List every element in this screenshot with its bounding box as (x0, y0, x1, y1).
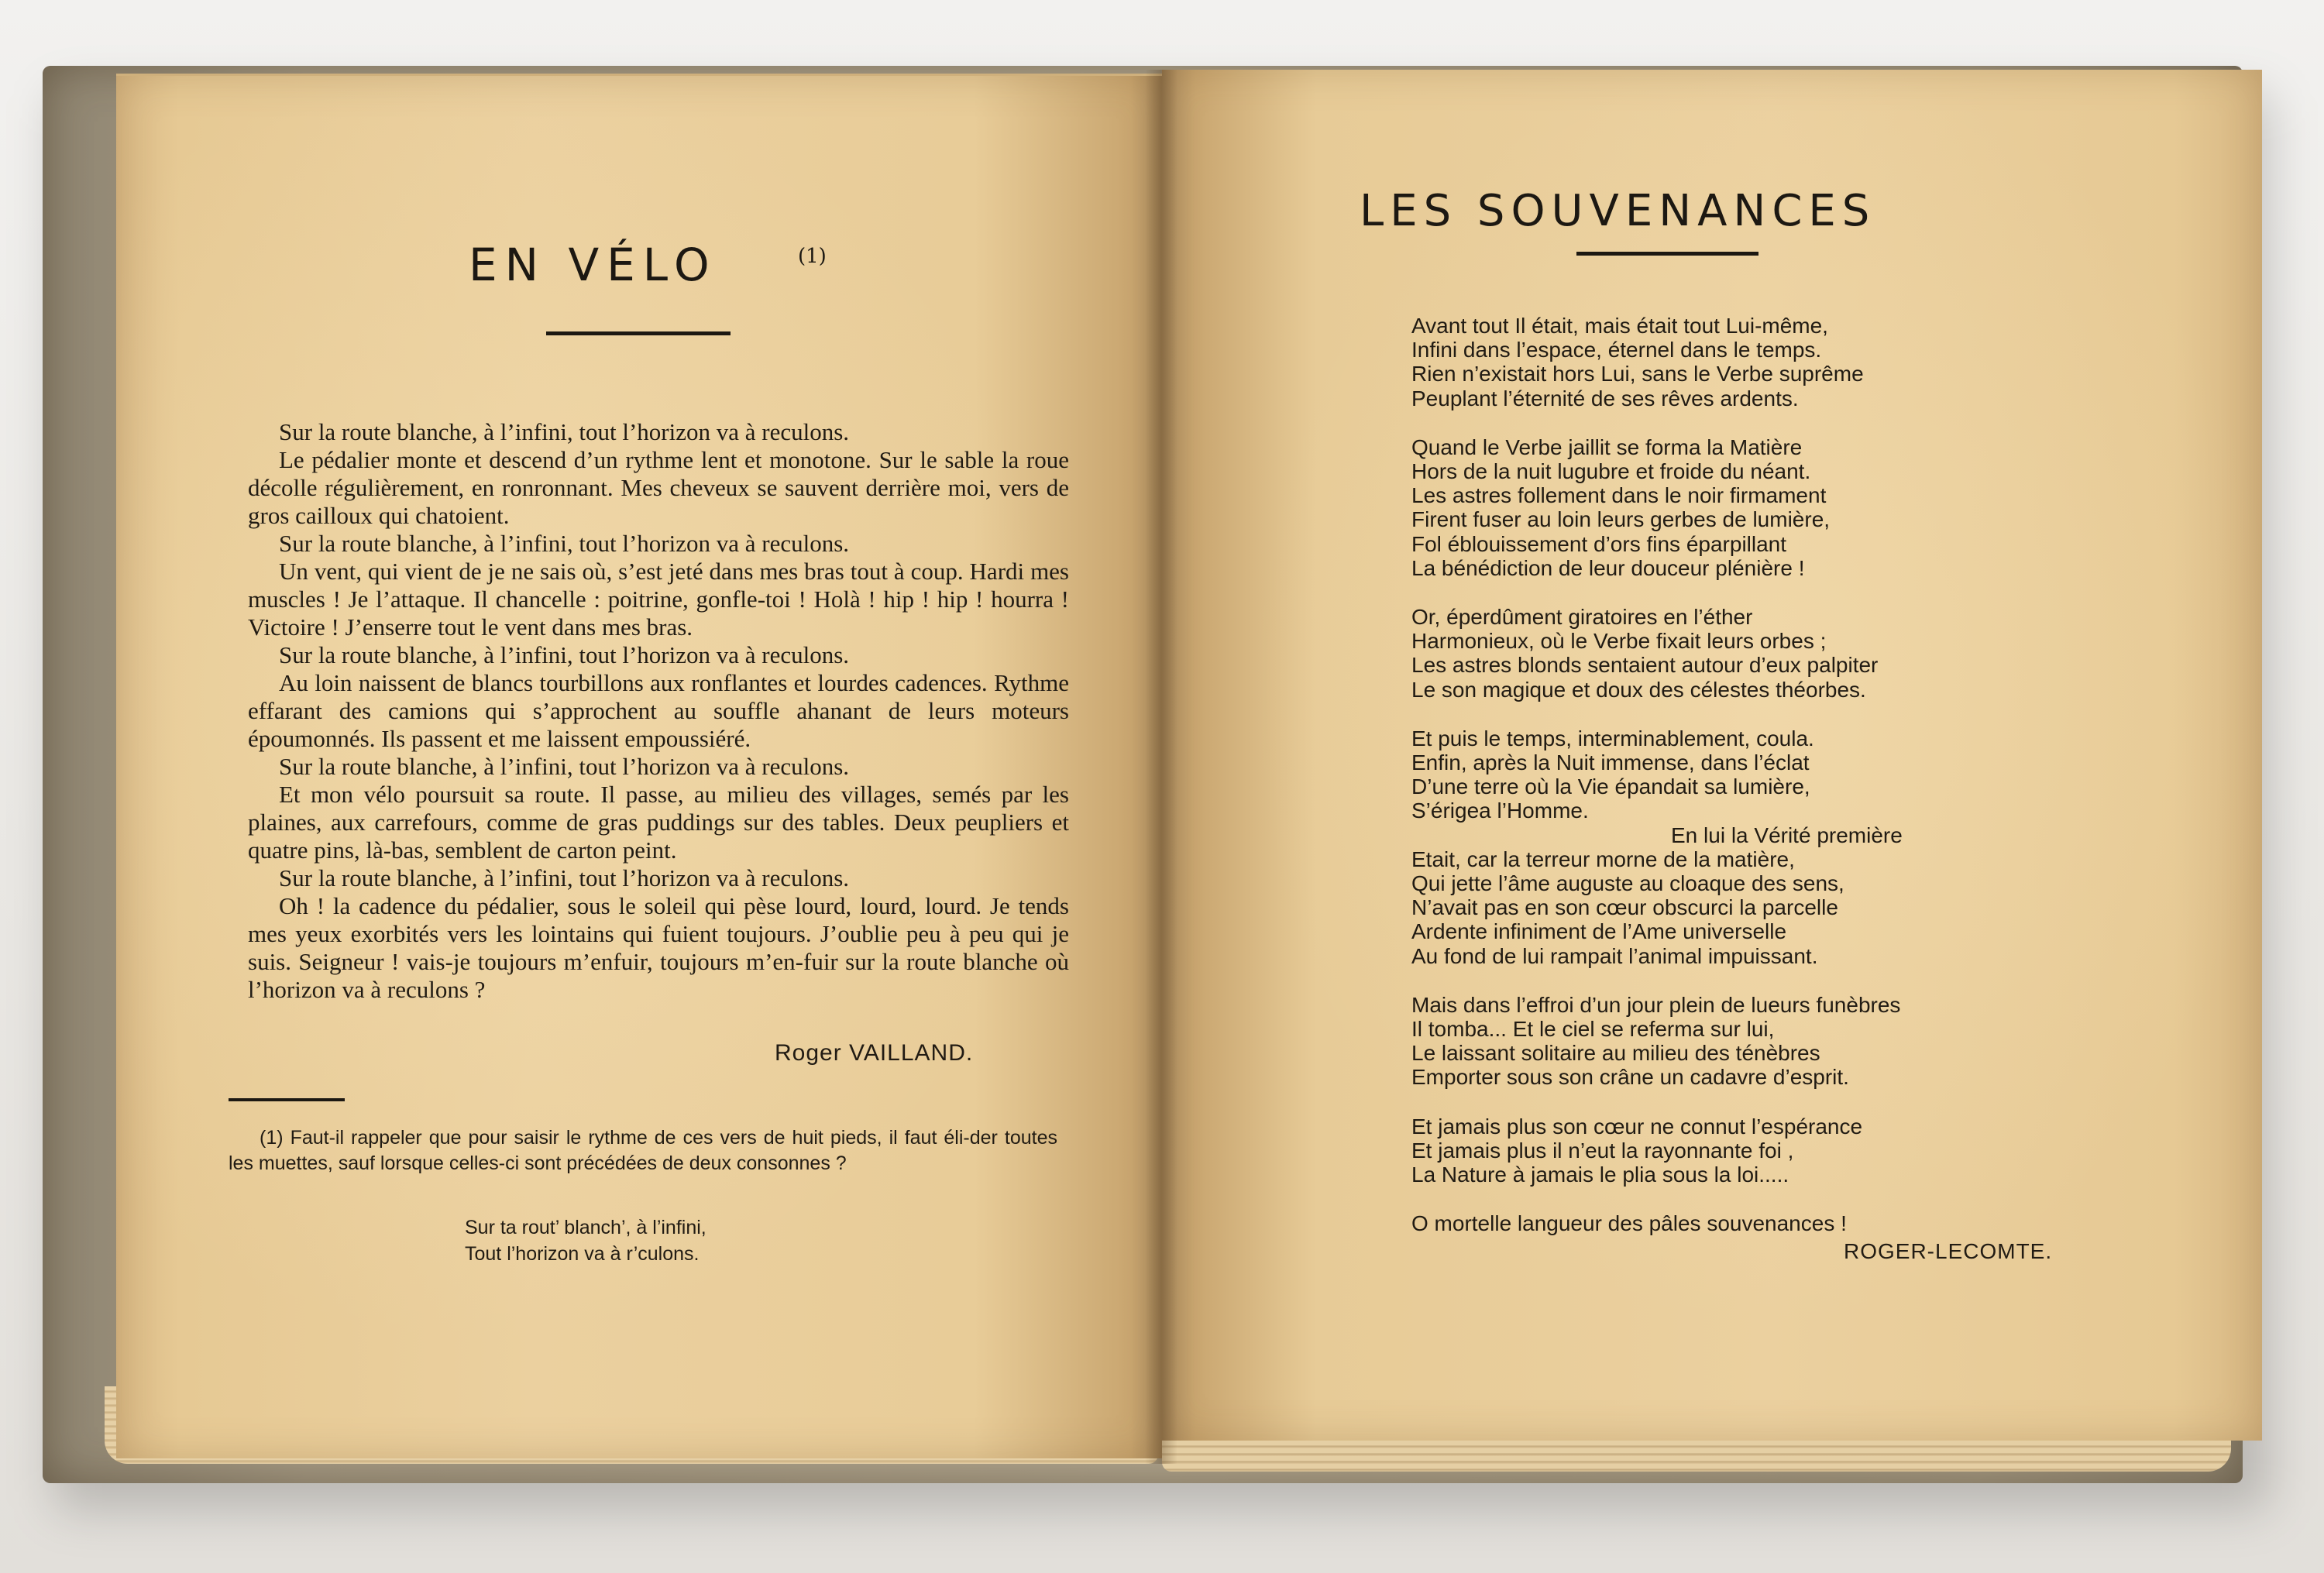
poem-line-indented: En lui la Vérité première (1671, 823, 1903, 847)
footnote-verse-line: Sur ta rout’ blanch’, à l’infini, (465, 1217, 706, 1238)
poem-line: N’avait pas en son cœur obscurci la parcelle (1411, 895, 1838, 920)
poem-line: Peuplant l’éternité de ses rêves ardents. (1411, 386, 1799, 410)
paragraph: Sur la route blanche, à l’infini, tout l’horizon va à reculons. (279, 753, 850, 780)
poem-line: Rien n’existait hors Lui, sans le Verbe suprême (1411, 362, 1864, 386)
footnote-verse-line: Tout l’horizon va à r’culons. (465, 1243, 700, 1265)
poem (1411, 314, 1903, 1261)
paragraph: Et mon vélo poursuit sa route. Il passe, au milieu des villages, semés par les plaines, aux carrefours, comme de gras puddings sur des tables. Deux peupliers et quatre pins, là-bas, semblent de carton peint. (248, 781, 1069, 864)
title-footnote-ref: (1) (798, 245, 827, 268)
poem-line: Et puis le temps, interminablement, coula. (1411, 726, 1814, 750)
footnote-rule (229, 1098, 345, 1101)
poem-line: Ardente infiniment de l’Ame universelle (1411, 919, 1787, 944)
stanza (1411, 605, 1903, 702)
poem-line: Infini dans l’espace, éternel dans le temps. (1411, 338, 1822, 362)
stanza (1411, 435, 1903, 580)
poem-line: Le laissant solitaire au milieu des ténèbres (1411, 1041, 1820, 1066)
footnote-text: (1) Faut-il rappeler que pour saisir le rythme de ces vers de huit pieds, il faut éli-der toutes les muettes, sauf lorsque celles-ci sont précédées de deux consonnes ? (229, 1127, 1057, 1174)
poem-line: O mortelle langueur des pâles souvenances ! (1411, 1211, 1847, 1236)
poem-line: Qui jette l’âme auguste au cloaque des sens, (1411, 871, 1844, 896)
author-name: Roger VAILLAND. (775, 1040, 974, 1066)
poem-line: Il tomba... Et le ciel se referma sur lui, (1411, 1017, 1775, 1042)
paragraph: Sur la route blanche, à l’infini, tout l’horizon va à reculons. (279, 864, 850, 891)
poem-line: Les astres blonds sentaient autour d’eux palpiter (1411, 653, 1879, 678)
poem-line: Hors de la nuit lugubre et froide du néant. (1411, 459, 1811, 484)
poem-line: Mais dans l’effroi d’un jour plein de lueurs funèbres (1411, 992, 1901, 1017)
poem-line: Le son magique et doux des célestes théorbes. (1411, 677, 1866, 702)
poem-line: La bénédiction de leur douceur plénière ! (1411, 555, 1805, 580)
paragraph: Oh ! la cadence du pédalier, sous le soleil qui pèse lourd, lourd, lourd. Je tends mes yeux exorbités vers les lointains qui fuient toujours. J’oublie peu à peu qui je suis. Seigneur ! vais-je toujours m’enfuir, toujours m’en-fuir sur la route blanche où l’horizon va à reculons ? (248, 892, 1069, 1003)
poem-line: Et jamais plus son cœur ne connut l’espérance (1411, 1114, 1863, 1139)
title-rule (546, 331, 731, 335)
poem-line: Quand le Verbe jaillit se forma la Matière (1411, 434, 1803, 459)
footnote-verse (465, 1214, 706, 1267)
paragraph: Un vent, qui vient de je ne sais où, s’est jeté dans mes bras tout à coup. Hardi mes muscles ! Je l’attaque. Il chancelle : poitrine, gonfle-toi ! Holà ! hip ! hip ! hourra ! Victoire ! J’enserre tout le vent dans mes bras. (248, 558, 1069, 641)
poem-line: La Nature à jamais le plia sous la loi..... (1411, 1163, 1789, 1187)
poem-line: Les astres follement dans le noir firmament (1411, 483, 1827, 508)
poem-line: Emporter sous son crâne un cadavre d’esprit. (1411, 1065, 1849, 1090)
poem-line: Firent fuser au loin leurs gerbes de lumière, (1411, 507, 1831, 532)
paragraph: Au loin naissent de blancs tourbillons aux ronflantes et lourdes cadences. Rythme effarant des camions qui s’approchent au souffle ahanant de leurs moteurs époumonnés. Ils passent et me laissent empoussiéré. (248, 669, 1069, 752)
left-page-title: EN VÉLO (469, 239, 717, 291)
poem-line: Avant tout Il était, mais était tout Lui-même, (1411, 314, 1828, 338)
poem-line: Or, éperdûment giratoires en l’éther (1411, 605, 1753, 630)
paragraph: Sur la route blanche, à l’infini, tout l’horizon va à reculons. (279, 418, 850, 445)
poem-line: Etait, car la terreur morne de la matière, (1411, 847, 1795, 871)
poem-line: Harmonieux, où le Verbe fixait leurs orbes ; (1411, 629, 1827, 654)
right-page-title: LES SOUVENANCES (1360, 186, 1876, 236)
footnote (229, 1125, 1057, 1176)
left-page (116, 74, 1162, 1458)
book-spine (1145, 70, 1177, 1464)
stanza (1411, 1211, 1903, 1235)
title-rule (1576, 252, 1758, 256)
stanza (1411, 726, 1903, 968)
paragraph: Sur la route blanche, à l’infini, tout l’horizon va à reculons. (279, 641, 850, 668)
poem-line: Au fond de lui rampait l’animal impuissant. (1411, 943, 1818, 968)
poem-line: S’érigea l’Homme. (1411, 799, 1589, 823)
stanza (1411, 314, 1903, 410)
right-page (1162, 70, 2262, 1441)
paragraph: Le pédalier monte et descend d’un rythme lent et monotone. Sur le sable la roue décolle régulièrement, en ronronnant. Mes cheveux se sauvent derrière moi, vers de gros cailloux qui chatoient. (248, 446, 1069, 529)
prose-body (248, 418, 1069, 1004)
poem-line: Enfin, après la Nuit immense, dans l’éclat (1411, 750, 1810, 775)
poem-signature: ROGER-LECOMTE. (1844, 1239, 2053, 1263)
stanza (1411, 1114, 1903, 1187)
poem-line: Et jamais plus il n’eut la rayonnante foi , (1411, 1138, 1794, 1163)
poem-line: Fol éblouissement d’ors fins éparpillant (1411, 531, 1787, 556)
poem-line: D’une terre où la Vie épandait sa lumière, (1411, 774, 1810, 799)
paragraph: Sur la route blanche, à l’infini, tout l’horizon va à reculons. (279, 530, 850, 557)
stanza (1411, 993, 1903, 1090)
